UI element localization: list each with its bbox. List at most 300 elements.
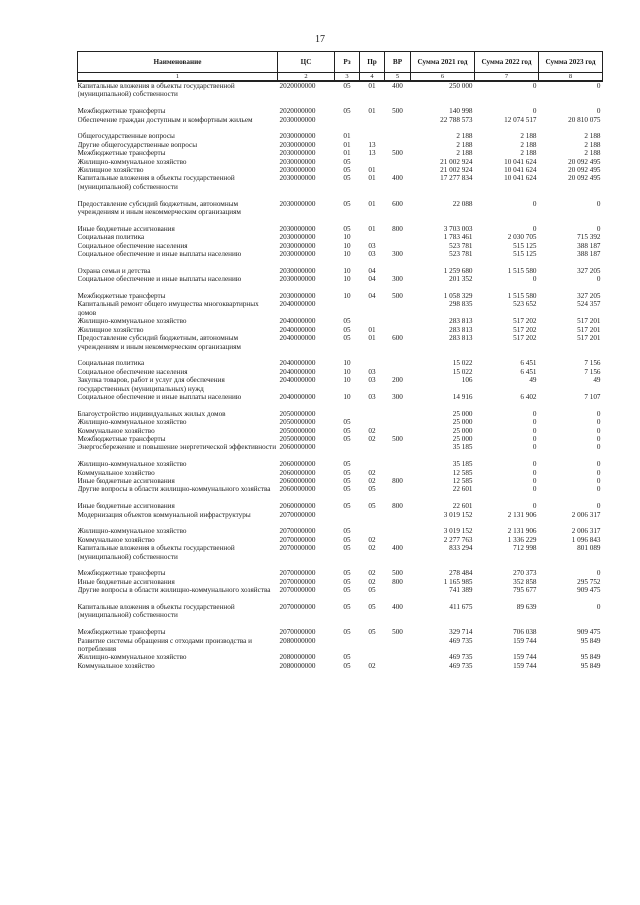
cell-sum-2023: 7 107 [584, 392, 601, 401]
cell-cs: 2070000000 [279, 602, 316, 611]
cell-sum-2022: 0 [532, 476, 537, 485]
cell-sum-2021: 25 000 [452, 434, 473, 443]
cell-sum-2023: 20 810 075 [568, 115, 601, 124]
cell-pr: 04 [368, 275, 376, 284]
cell-rz: 05 [343, 325, 351, 334]
cell-sum-2021: 283 813 [449, 334, 473, 343]
cell-cs: 2030000000 [279, 199, 316, 208]
table-row [78, 158, 603, 166]
cell-sum-2023 [539, 284, 603, 292]
cell-sum-2023 [539, 351, 603, 359]
cell-cs: 2040000000 [279, 376, 316, 385]
cell-pr [360, 443, 385, 460]
cell-vr: 200 [392, 376, 403, 385]
cell-sum-2021: 329 714 [449, 628, 473, 637]
cell-sum-2022: 10 041 624 [504, 157, 537, 166]
cell-vr [385, 527, 411, 535]
column-number: 7 [475, 73, 539, 82]
cell-vr [385, 637, 411, 654]
header-name: Наименование [78, 52, 278, 73]
cell-sum-2021: 25 000 [452, 409, 473, 418]
column-number: 6 [411, 73, 475, 82]
cell-pr [360, 511, 385, 528]
cell-sum-2022: 0 [532, 502, 537, 511]
cell-name [78, 351, 278, 359]
cell-pr: 01 [368, 82, 376, 90]
table-row [78, 477, 603, 485]
cell-sum-2022: 795 677 [513, 586, 537, 595]
cell-sum-2023: 295 752 [577, 577, 601, 586]
cell-sum-2021: 250 000 [449, 82, 473, 90]
table-header-row [78, 52, 603, 73]
cell-vr [385, 511, 411, 528]
cell-cs: 2030000000 [279, 174, 316, 183]
cell-sum-2023: 0 [596, 460, 601, 469]
cell-pr: 02 [368, 535, 376, 544]
cell-sum-2023: 0 [596, 426, 601, 435]
cell-pr: 01 [368, 166, 376, 175]
cell-vr: 500 [392, 628, 403, 637]
cell-pr: 05 [368, 485, 376, 494]
cell-pr [360, 653, 385, 661]
cell-vr [385, 326, 411, 334]
table-row [78, 166, 603, 174]
cell-name: Другие вопросы в области жилищно-коммунального хозяйства [77, 586, 271, 595]
cell-cs: 2050000000 [279, 418, 316, 427]
cell-name: Другие вопросы в области жилищно-коммунального хозяйства [77, 485, 271, 494]
cell-sum-2022 [475, 258, 539, 266]
cell-rz: 05 [343, 485, 351, 494]
cell-cs: 2070000000 [279, 586, 316, 595]
cell-name: Закупка товаров, работ и услуг для обеспечения государственных (муниципальных) нужд [77, 376, 225, 393]
cell-sum-2023 [539, 401, 603, 409]
cell-sum-2023 [539, 620, 603, 628]
cell-sum-2022: 0 [532, 275, 537, 284]
cell-name: Жилищно-коммунальное хозяйство [77, 418, 187, 427]
table-row [78, 368, 603, 376]
cell-sum-2022: 1 515 580 [507, 292, 537, 301]
cell-sum-2022: 0 [532, 485, 537, 494]
cell-sum-2022: 352 858 [513, 577, 537, 586]
cell-cs [278, 284, 335, 292]
cell-cs: 2040000000 [279, 392, 316, 401]
cell-sum-2022: 6 451 [520, 367, 537, 376]
cell-sum-2021: 3 703 003 [443, 224, 473, 233]
cell-sum-2021 [411, 351, 475, 359]
cell-cs [278, 620, 335, 628]
cell-pr [360, 527, 385, 535]
cell-pr: 13 [368, 140, 376, 149]
cell-rz: 05 [343, 569, 351, 578]
cell-sum-2022: 159 744 [513, 661, 537, 670]
cell-sum-2023 [539, 216, 603, 224]
cell-sum-2022: 517 202 [513, 317, 537, 326]
column-number: 8 [539, 73, 603, 82]
cell-sum-2022: 159 744 [513, 653, 537, 662]
cell-sum-2023: 0 [596, 476, 601, 485]
table-row [78, 578, 603, 586]
cell-rz: 05 [343, 166, 351, 175]
table-row [78, 99, 603, 107]
cell-cs: 2030000000 [279, 241, 316, 250]
cell-vr [385, 662, 411, 670]
cell-sum-2023: 2 188 [584, 140, 601, 149]
cell-sum-2022 [475, 191, 539, 199]
cell-rz: 05 [343, 544, 351, 553]
cell-rz: 10 [343, 250, 351, 259]
cell-rz: 05 [343, 527, 351, 536]
cell-sum-2023: 0 [596, 443, 601, 452]
cell-rz [335, 620, 360, 628]
cell-cs: 2020000000 [279, 107, 316, 116]
cell-name: Развитие системы обращения с отходами производства и потребления [77, 636, 252, 653]
cell-rz: 05 [343, 174, 351, 183]
table-row [78, 620, 603, 628]
cell-sum-2023: 517 201 [577, 325, 601, 334]
cell-sum-2023: 801 089 [577, 544, 601, 553]
cell-sum-2021: 2 188 [456, 140, 473, 149]
cell-pr [360, 233, 385, 241]
cell-sum-2021: 2 277 763 [443, 535, 473, 544]
cell-cs: 2030000000 [279, 266, 316, 275]
cell-sum-2023: 909 475 [577, 586, 601, 595]
cell-name: Иные бюджетные ассигнования [77, 224, 175, 233]
cell-vr [385, 401, 411, 409]
cell-pr: 03 [368, 241, 376, 250]
cell-rz: 10 [343, 292, 351, 301]
cell-vr [385, 158, 411, 166]
cell-name: Общегосударственные вопросы [77, 132, 175, 141]
cell-rz: 05 [343, 586, 351, 595]
table-row [78, 216, 603, 224]
cell-sum-2021: 25 000 [452, 418, 473, 427]
cell-name: Предоставление субсидий бюджетным, автономным учреждениям и иным некоммерческим организациям [77, 334, 241, 351]
table-row [78, 637, 603, 654]
cell-pr: 05 [368, 502, 376, 511]
table-row [78, 258, 603, 266]
cell-name: Энергосбережение и повышение энергетической эффективности [77, 443, 277, 452]
cell-sum-2023: 0 [596, 468, 601, 477]
cell-sum-2022: 0 [532, 409, 537, 418]
cell-sum-2022: 0 [532, 460, 537, 469]
cell-vr: 800 [392, 476, 403, 485]
table-body [78, 81, 603, 670]
cell-sum-2021 [411, 284, 475, 292]
cell-rz: 05 [343, 460, 351, 469]
table-row [78, 653, 603, 661]
header-sum-2023: Сумма 2023 год [539, 52, 603, 73]
cell-cs: 2040000000 [279, 325, 316, 334]
header-rz: Рз [335, 52, 360, 73]
cell-pr [360, 99, 385, 107]
cell-name: Иные бюджетные ассигнования [77, 502, 175, 511]
table-row [78, 410, 603, 418]
cell-name: Жилищно-коммунальное хозяйство [77, 317, 187, 326]
cell-cs: 2040000000 [279, 317, 316, 326]
column-number: 1 [78, 73, 278, 82]
table-row [78, 267, 603, 275]
cell-sum-2022 [475, 216, 539, 224]
cell-cs: 2040000000 [279, 359, 316, 368]
cell-pr: 02 [368, 569, 376, 578]
cell-vr: 500 [392, 434, 403, 443]
cell-vr [385, 317, 411, 325]
table-row [78, 435, 603, 443]
cell-sum-2023: 0 [596, 602, 601, 611]
cell-rz [335, 284, 360, 292]
cell-rz [335, 258, 360, 266]
cell-vr [385, 216, 411, 224]
cell-rz: 05 [343, 602, 351, 611]
cell-name: Социальное обеспечение и иные выплаты населению [77, 392, 242, 401]
cell-sum-2021: 1 165 985 [443, 577, 473, 586]
cell-vr: 800 [392, 577, 403, 586]
cell-vr: 500 [392, 149, 403, 158]
cell-sum-2023: 0 [596, 224, 601, 233]
column-number: 3 [335, 73, 360, 82]
table-row [78, 200, 603, 217]
cell-cs: 2060000000 [279, 460, 316, 469]
cell-sum-2023 [539, 191, 603, 199]
table-row [78, 544, 603, 561]
cell-vr: 500 [392, 292, 403, 301]
cell-vr [385, 166, 411, 174]
cell-rz: 01 [343, 149, 351, 158]
cell-cs: 2030000000 [279, 157, 316, 166]
cell-rz [335, 401, 360, 409]
cell-cs: 2050000000 [279, 434, 316, 443]
cell-rz: 05 [343, 107, 351, 116]
cell-sum-2022: 0 [532, 199, 537, 208]
cell-cs: 2060000000 [279, 476, 316, 485]
cell-vr: 300 [392, 392, 403, 401]
cell-rz: 05 [343, 317, 351, 326]
cell-pr [360, 317, 385, 325]
cell-pr: 03 [368, 367, 376, 376]
cell-name: Иные бюджетные ассигнования [77, 476, 175, 485]
cell-rz: 10 [343, 233, 351, 242]
cell-name: Жилищно-коммунальное хозяйство [77, 653, 187, 662]
cell-sum-2021 [411, 401, 475, 409]
table-row [78, 292, 603, 300]
table-row [78, 284, 603, 292]
cell-sum-2022: 1 336 229 [507, 535, 537, 544]
cell-name: Другие общегосударственные вопросы [77, 140, 198, 149]
cell-pr: 03 [368, 250, 376, 259]
cell-cs [278, 99, 335, 107]
cell-sum-2021: 1 058 329 [443, 292, 473, 301]
cell-cs: 2040000000 [279, 367, 316, 376]
cell-vr [385, 132, 411, 140]
cell-cs: 2070000000 [279, 544, 316, 553]
cell-sum-2023: 0 [596, 275, 601, 284]
cell-sum-2022: 12 074 517 [504, 115, 537, 124]
cell-sum-2021 [411, 99, 475, 107]
cell-pr: 02 [368, 577, 376, 586]
cell-vr [385, 443, 411, 460]
cell-pr [360, 132, 385, 140]
cell-vr [385, 469, 411, 477]
cell-sum-2021: 523 781 [449, 241, 473, 250]
cell-sum-2021: 12 585 [452, 476, 473, 485]
cell-sum-2021: 833 294 [449, 544, 473, 553]
cell-pr [360, 258, 385, 266]
cell-sum-2022: 2 188 [520, 132, 537, 141]
cell-rz: 05 [343, 157, 351, 166]
cell-sum-2022: 515 125 [513, 250, 537, 259]
table-row [78, 242, 603, 250]
table-row [78, 502, 603, 510]
cell-sum-2021: 411 675 [449, 602, 473, 611]
cell-cs: 2050000000 [279, 409, 316, 418]
cell-rz: 10 [343, 376, 351, 385]
cell-name: Жилищно-коммунальное хозяйство [77, 460, 187, 469]
cell-rz: 05 [343, 418, 351, 427]
cell-vr [385, 258, 411, 266]
cell-rz: 05 [343, 426, 351, 435]
header-sum-2021: Сумма 2021 год [411, 52, 475, 73]
cell-cs: 2030000000 [279, 115, 316, 124]
cell-rz: 01 [343, 132, 351, 141]
table-row [78, 427, 603, 435]
cell-rz [335, 300, 360, 317]
cell-sum-2021: 469 735 [449, 661, 473, 670]
table-row [78, 393, 603, 401]
cell-rz [335, 410, 360, 418]
table-row [78, 351, 603, 359]
cell-sum-2021: 3 019 152 [443, 527, 473, 536]
table-row [78, 469, 603, 477]
cell-sum-2023: 517 201 [577, 317, 601, 326]
cell-sum-2021: 15 022 [452, 359, 473, 368]
cell-sum-2022: 0 [532, 224, 537, 233]
cell-cs: 2040000000 [279, 334, 316, 343]
cell-sum-2023: 7 156 [584, 359, 601, 368]
cell-pr: 05 [368, 628, 376, 637]
cell-sum-2022: 517 202 [513, 325, 537, 334]
column-number: 4 [360, 73, 385, 82]
cell-sum-2022: 49 [529, 376, 537, 385]
cell-cs: 2030000000 [279, 166, 316, 175]
cell-sum-2021: 283 813 [449, 317, 473, 326]
cell-sum-2022 [475, 561, 539, 569]
cell-sum-2022: 2 188 [520, 140, 537, 149]
cell-sum-2021: 283 813 [449, 325, 473, 334]
cell-rz: 05 [343, 535, 351, 544]
cell-cs: 2030000000 [279, 140, 316, 149]
cell-pr [360, 620, 385, 628]
cell-sum-2022: 6 451 [520, 359, 537, 368]
cell-name: Жилищное хозяйство [77, 325, 144, 334]
cell-vr [385, 191, 411, 199]
cell-cs: 2070000000 [279, 535, 316, 544]
cell-name: Межбюджетные трансферты [77, 149, 166, 158]
cell-cs: 2050000000 [279, 426, 316, 435]
cell-sum-2023: 0 [596, 485, 601, 494]
cell-sum-2023: 388 187 [577, 241, 601, 250]
cell-rz: 05 [343, 82, 351, 90]
cell-sum-2022: 517 202 [513, 334, 537, 343]
cell-sum-2023: 95 849 [580, 636, 601, 645]
cell-pr [360, 300, 385, 317]
cell-sum-2023: 2 006 317 [571, 510, 601, 519]
cell-cs: 2070000000 [279, 628, 316, 637]
table-row [78, 300, 603, 317]
cell-rz: 01 [343, 140, 351, 149]
table-row [78, 174, 603, 191]
cell-pr: 05 [368, 586, 376, 595]
cell-sum-2021: 22 601 [452, 485, 473, 494]
cell-sum-2022: 2 131 906 [507, 527, 537, 536]
cell-name: Капитальные вложения в объекты государственной (муниципальной) собственности [77, 544, 235, 561]
table-row [78, 376, 603, 393]
cell-vr [385, 351, 411, 359]
cell-vr [385, 233, 411, 241]
cell-sum-2023: 327 205 [577, 292, 601, 301]
cell-sum-2021: 2 188 [456, 132, 473, 141]
cell-rz [335, 351, 360, 359]
cell-sum-2022: 10 041 624 [504, 166, 537, 175]
budget-table [77, 51, 603, 670]
cell-rz: 05 [343, 653, 351, 662]
cell-sum-2023: 909 475 [577, 628, 601, 637]
cell-sum-2023: 327 205 [577, 266, 601, 275]
cell-sum-2022: 0 [532, 107, 537, 116]
cell-vr: 300 [392, 275, 403, 284]
cell-rz [335, 216, 360, 224]
cell-vr [385, 485, 411, 502]
cell-pr [360, 460, 385, 468]
cell-sum-2021 [411, 620, 475, 628]
cell-sum-2022: 0 [532, 468, 537, 477]
cell-rz: 05 [343, 199, 351, 208]
cell-pr: 03 [368, 376, 376, 385]
cell-name: Социальное обеспечение и иные выплаты населению [77, 275, 242, 284]
column-number-row [78, 73, 603, 82]
cell-pr: 02 [368, 434, 376, 443]
cell-sum-2022: 89 639 [516, 602, 537, 611]
table-row [78, 401, 603, 409]
cell-sum-2022: 159 744 [513, 636, 537, 645]
cell-name: Жилищное хозяйство [77, 166, 144, 175]
cell-rz: 05 [343, 476, 351, 485]
budget-table-container [77, 51, 602, 670]
cell-vr: 300 [392, 250, 403, 259]
cell-name: Коммунальное хозяйство [77, 426, 155, 435]
cell-cs: 2060000000 [279, 485, 316, 494]
cell-sum-2021: 469 735 [449, 653, 473, 662]
cell-name [78, 99, 278, 107]
table-row [78, 141, 603, 149]
table-row [78, 485, 603, 502]
cell-rz [335, 443, 360, 460]
cell-sum-2023: 0 [596, 418, 601, 427]
cell-rz: 05 [343, 468, 351, 477]
table-row [78, 107, 603, 115]
cell-rz: 05 [343, 661, 351, 670]
cell-sum-2021 [411, 561, 475, 569]
cell-rz: 05 [343, 502, 351, 511]
cell-sum-2022: 10 041 624 [504, 174, 537, 183]
cell-sum-2023: 20 092 495 [568, 174, 601, 183]
cell-name [78, 561, 278, 569]
cell-sum-2022: 515 125 [513, 241, 537, 250]
cell-cs [278, 216, 335, 224]
cell-rz: 05 [343, 628, 351, 637]
table-row [78, 191, 603, 199]
header-vr: ВР [385, 52, 411, 73]
cell-rz: 05 [343, 224, 351, 233]
